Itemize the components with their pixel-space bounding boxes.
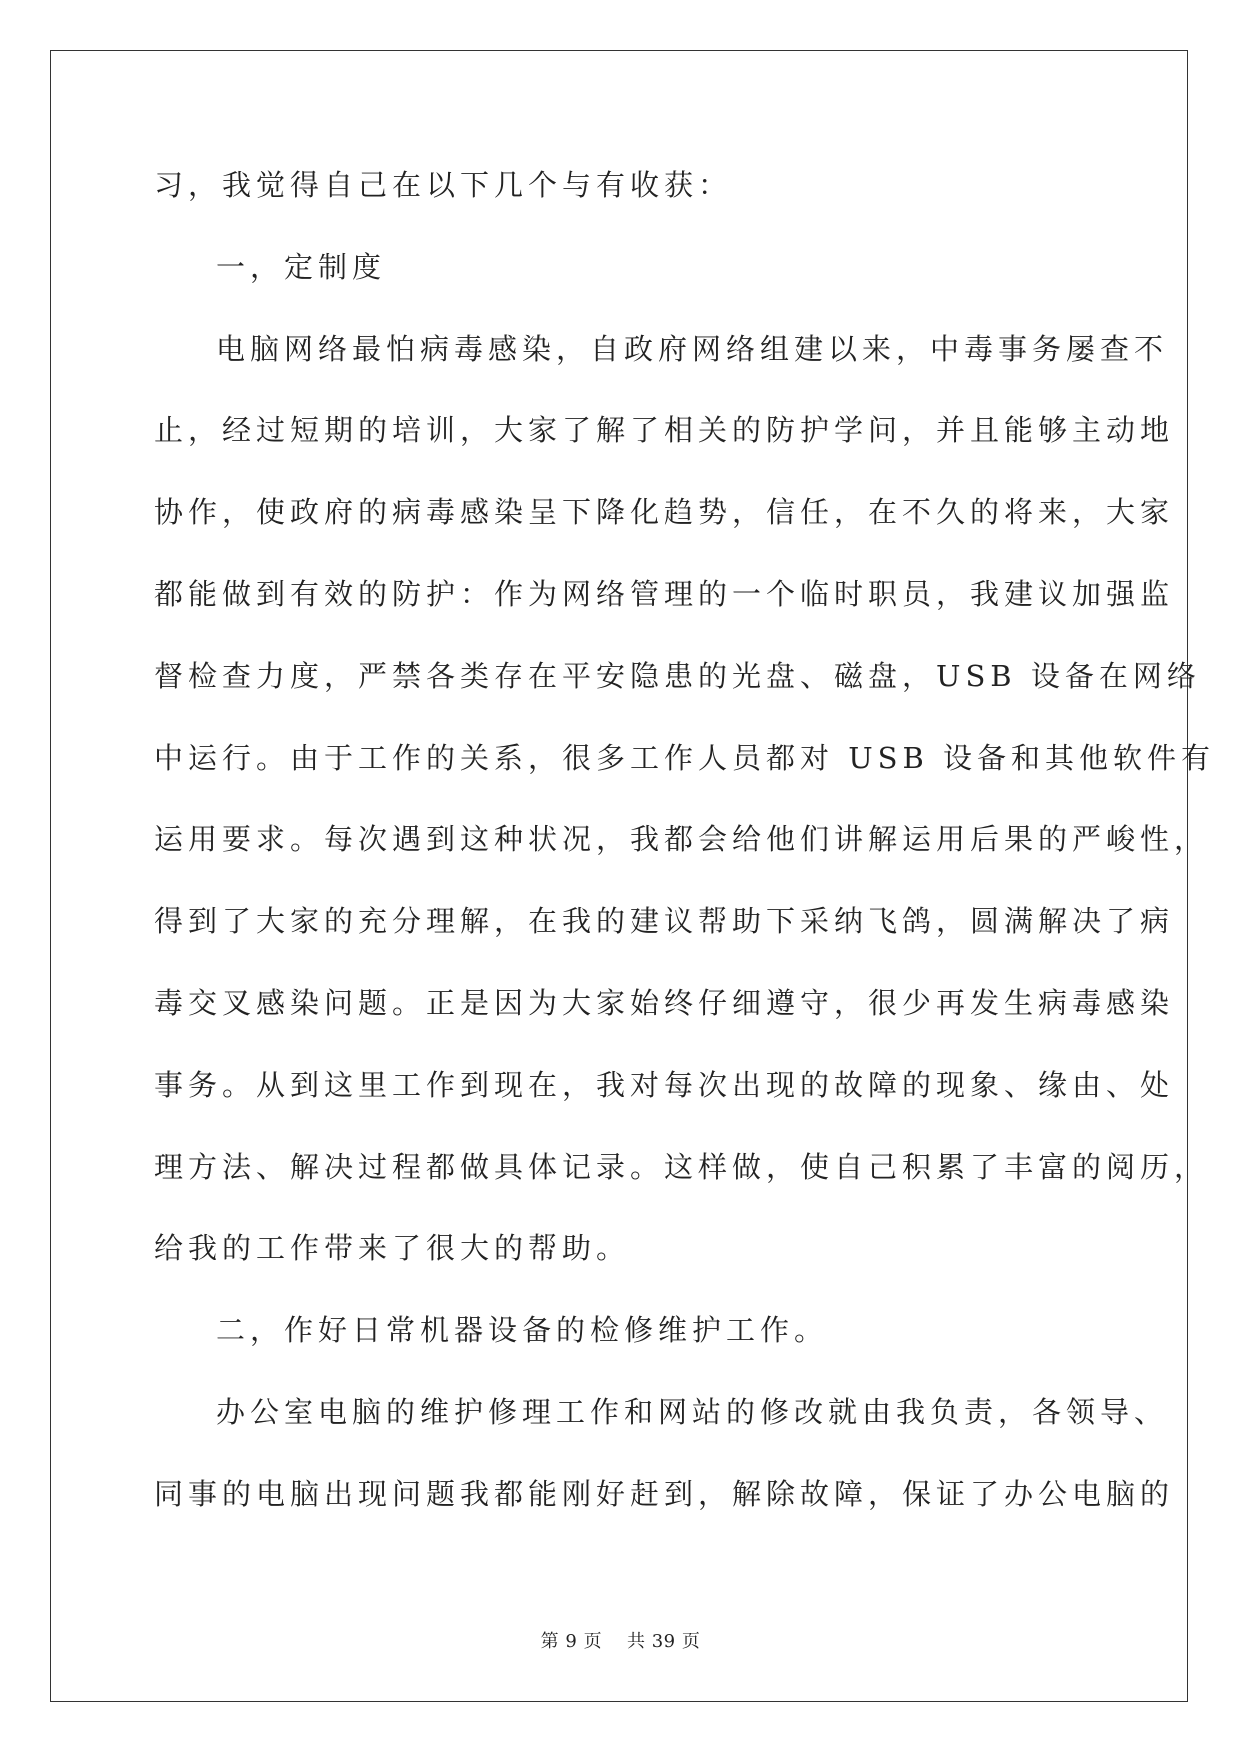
- document-body: [154, 166, 1216, 1557]
- text-line: 都能做到有效的防护：作为网络管理的一个临时职员，我建议加强监: [154, 576, 1175, 611]
- text-line: 得到了大家的充分理解，在我的建议帮助下采纳飞鸽，圆满解决了病: [154, 904, 1175, 939]
- section-heading: 一，定制度: [216, 249, 387, 284]
- page-footer: [0, 1627, 1241, 1653]
- page-number: 第 9 页: [540, 1631, 603, 1652]
- section-heading: 二，作好日常机器设备的检修维护工作。: [216, 1313, 829, 1348]
- text-line: 止，经过短期的培训，大家了解了相关的防护学问，并且能够主动地: [154, 413, 1175, 448]
- text-line: 同事的电脑出现问题我都能刚好赶到，解除故障，保证了办公电脑的: [154, 1476, 1175, 1511]
- text-line: 电脑网络最怕病毒感染，自政府网络组建以来，中毒事务屡查不: [216, 331, 1169, 366]
- text-line: 事务。从到这里工作到现在，我对每次出现的故障的现象、缘由、处: [154, 1067, 1175, 1102]
- total-pages: 共 39 页: [626, 1631, 701, 1652]
- text-line: 运用要求。每次遇到这种状况，我都会给他们讲解运用后果的严峻性，: [154, 822, 1209, 857]
- text-line: 理方法、解决过程都做具体记录。这样做，使自己积累了丰富的阅历，: [154, 1149, 1209, 1184]
- text-line: 督检查力度，严禁各类存在平安隐患的光盘、磁盘，USB 设备在网络: [154, 658, 1201, 693]
- text-line: 习，我觉得自己在以下几个与有收获：: [154, 168, 733, 202]
- text-line: 协作，使政府的病毒感染呈下降化趋势，信任，在不久的将来，大家: [154, 495, 1175, 530]
- text-line: 中运行。由于工作的关系，很多工作人员都对 USB 设备和其他软件有: [154, 740, 1216, 775]
- text-line: 毒交叉感染问题。正是因为大家始终仔细遵守，很少再发生病毒感染: [154, 985, 1175, 1020]
- text-line: 办公室电脑的维护修理工作和网站的修改就由我负责，各领导、: [216, 1394, 1169, 1429]
- text-line: 给我的工作带来了很大的帮助。: [154, 1231, 631, 1266]
